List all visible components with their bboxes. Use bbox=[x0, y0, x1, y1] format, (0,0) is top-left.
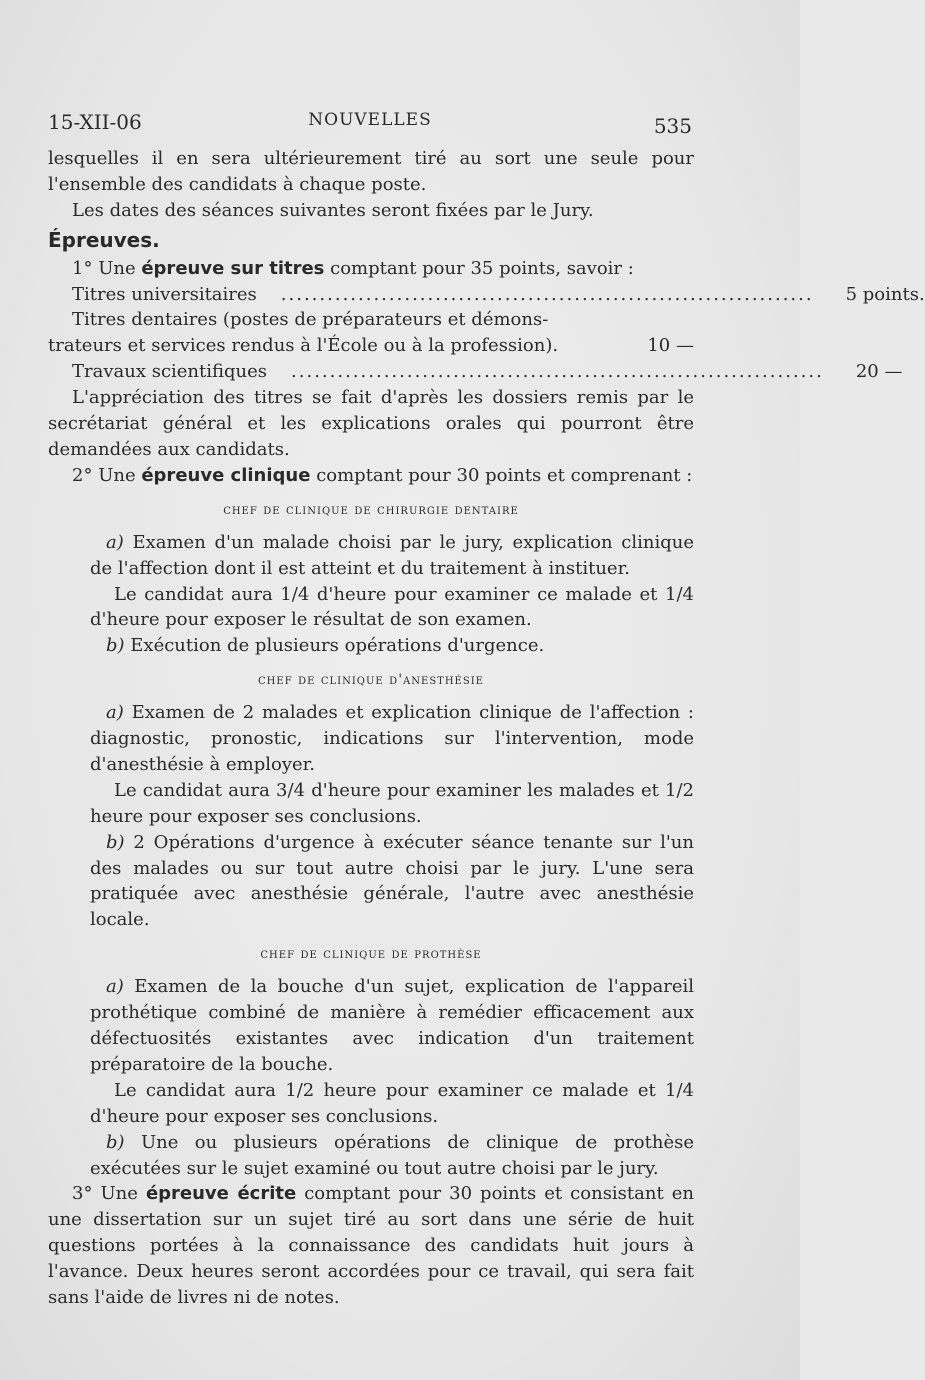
titles-label: Travaux scientifiques bbox=[72, 361, 268, 383]
item-letter: a) bbox=[106, 976, 124, 998]
epreuve-3-text: comptant pour 30 points et consistant en une dissertation sur un sujet tiré au sort dans une série de huit questions portées à la connaissance des candidats huit jours à l'avance. Deux heures seront accordées pour ce travail, qui sera fait sans l'aide de livres ni de notes. bbox=[48, 1183, 694, 1309]
item-letter: b) bbox=[106, 831, 125, 853]
item-letter: a) bbox=[106, 702, 124, 724]
item-text: Une ou plusieurs opérations de clinique de prothèse exécutées sur le sujet examiné ou tout autre choisi par le jury. bbox=[90, 1131, 694, 1179]
item-letter: b) bbox=[106, 1131, 125, 1153]
epreuve-1-text: comptant pour 35 points, savoir : bbox=[330, 257, 634, 279]
prothese-item-b bbox=[48, 1130, 694, 1182]
epreuve-2-text: comptant pour 30 points et comprenant : bbox=[316, 464, 693, 486]
page-body bbox=[48, 146, 925, 1311]
chirurgie-time: Le candidat aura 1/4 d'heure pour examiner ce malade et 1/4 d'heure pour exposer le résultat de son examen. bbox=[90, 583, 694, 631]
titles-label: Titres universitaires bbox=[72, 283, 257, 305]
anesthesie-item-a bbox=[48, 700, 694, 778]
epreuve-3-title: épreuve écrite bbox=[145, 1183, 297, 1205]
item-text: Examen de 2 malades et explication clinique de l'affection : diagnostic, pronostic, indications sur l'intervention, mode d'anesthésie à employer. bbox=[90, 702, 694, 775]
leader-dots: ..................................................................... bbox=[291, 361, 824, 383]
epreuve-3-number: 3° bbox=[72, 1183, 93, 1205]
item-text: 2 Opérations d'urgence à exécuter séance tenante sur l'un des malades ou sur tout autre choisi par le jury. L'une sera pratiquée avec anesthésie générale, l'autre avec anesthésie locale. bbox=[90, 831, 694, 931]
subheading-anesthesie: chef de clinique d'anesthésie bbox=[258, 672, 484, 689]
item-text: Examen d'un malade choisi par le jury, explication clinique de l'affection dont il est atteint et du traitement à instituer. bbox=[90, 531, 694, 579]
epreuve-3 bbox=[48, 1181, 694, 1311]
chirurgie-item-a bbox=[48, 530, 694, 582]
anesthesie-time: Le candidat aura 3/4 d'heure pour examiner les malades et 1/2 heure pour exposer ses conclusions. bbox=[90, 779, 694, 827]
titles-row-dentaires bbox=[48, 333, 694, 359]
paragraph-continuation: lesquelles il en sera ultérieurement tiré au sort une seule pour l'ensemble des candidats à chaque poste. bbox=[48, 148, 694, 195]
epreuve-1-title: épreuve sur titres bbox=[141, 257, 325, 279]
header-date: 15-XII-06 bbox=[48, 110, 142, 134]
prothese-time: Le candidat aura 1/2 heure pour examiner ce malade et 1/4 d'heure pour exposer ses conclusions. bbox=[90, 1079, 694, 1127]
page-number: 535 bbox=[653, 114, 692, 138]
titles-value: 10 — bbox=[647, 335, 694, 357]
anesthesie-item-b bbox=[48, 830, 694, 934]
item-letter: b) bbox=[106, 635, 125, 657]
titles-row-travaux bbox=[48, 359, 903, 385]
epreuve-1-number: 1° bbox=[72, 257, 93, 279]
leader-dots: ..................................................................... bbox=[280, 283, 814, 305]
header-title: NOUVELLES bbox=[308, 110, 432, 130]
epreuve-1-intro: Une bbox=[98, 257, 136, 279]
epreuve-1 bbox=[48, 256, 694, 282]
titles-row-dentaires-line1: Titres dentaires (postes de préparateurs et démons- bbox=[72, 309, 549, 331]
epreuve-2 bbox=[48, 463, 694, 489]
epreuve-2-number: 2° bbox=[72, 464, 93, 486]
section-heading-epreuves: Épreuves. bbox=[48, 227, 160, 252]
epreuve-3-intro: Une bbox=[100, 1183, 138, 1205]
item-text: Examen de la bouche d'un sujet, explication de l'appareil prothétique combiné de manière à remédier efficacement aux défectuosités existantes avec indication d'un traitement préparatoire de la bouche. bbox=[90, 976, 694, 1075]
item-text: Exécution de plusieurs opérations d'urgence. bbox=[130, 635, 545, 657]
running-header bbox=[48, 108, 692, 138]
titles-row-universitaires bbox=[48, 282, 925, 308]
item-letter: a) bbox=[106, 531, 124, 553]
chirurgie-item-b bbox=[48, 633, 694, 659]
paragraph-appreciation: L'appréciation des titres se fait d'après les dossiers remis par le secrétariat général et les explications orales qui pourront être demandées aux candidats. bbox=[48, 387, 694, 460]
titles-value: 20 — bbox=[855, 361, 903, 383]
epreuve-2-title: épreuve clinique bbox=[141, 464, 311, 486]
paragraph-dates: Les dates des séances suivantes seront fixées par le Jury. bbox=[72, 199, 594, 221]
epreuve-2-intro: Une bbox=[98, 464, 136, 486]
titles-value: 5 points. bbox=[845, 283, 925, 305]
titles-label: trateurs et services rendus à l'École ou à la profession). bbox=[48, 335, 559, 357]
subheading-chirurgie: chef de clinique de chirurgie dentaire bbox=[223, 501, 519, 518]
subheading-prothese: chef de clinique de prothèse bbox=[260, 946, 482, 963]
prothese-item-a bbox=[48, 974, 694, 1078]
